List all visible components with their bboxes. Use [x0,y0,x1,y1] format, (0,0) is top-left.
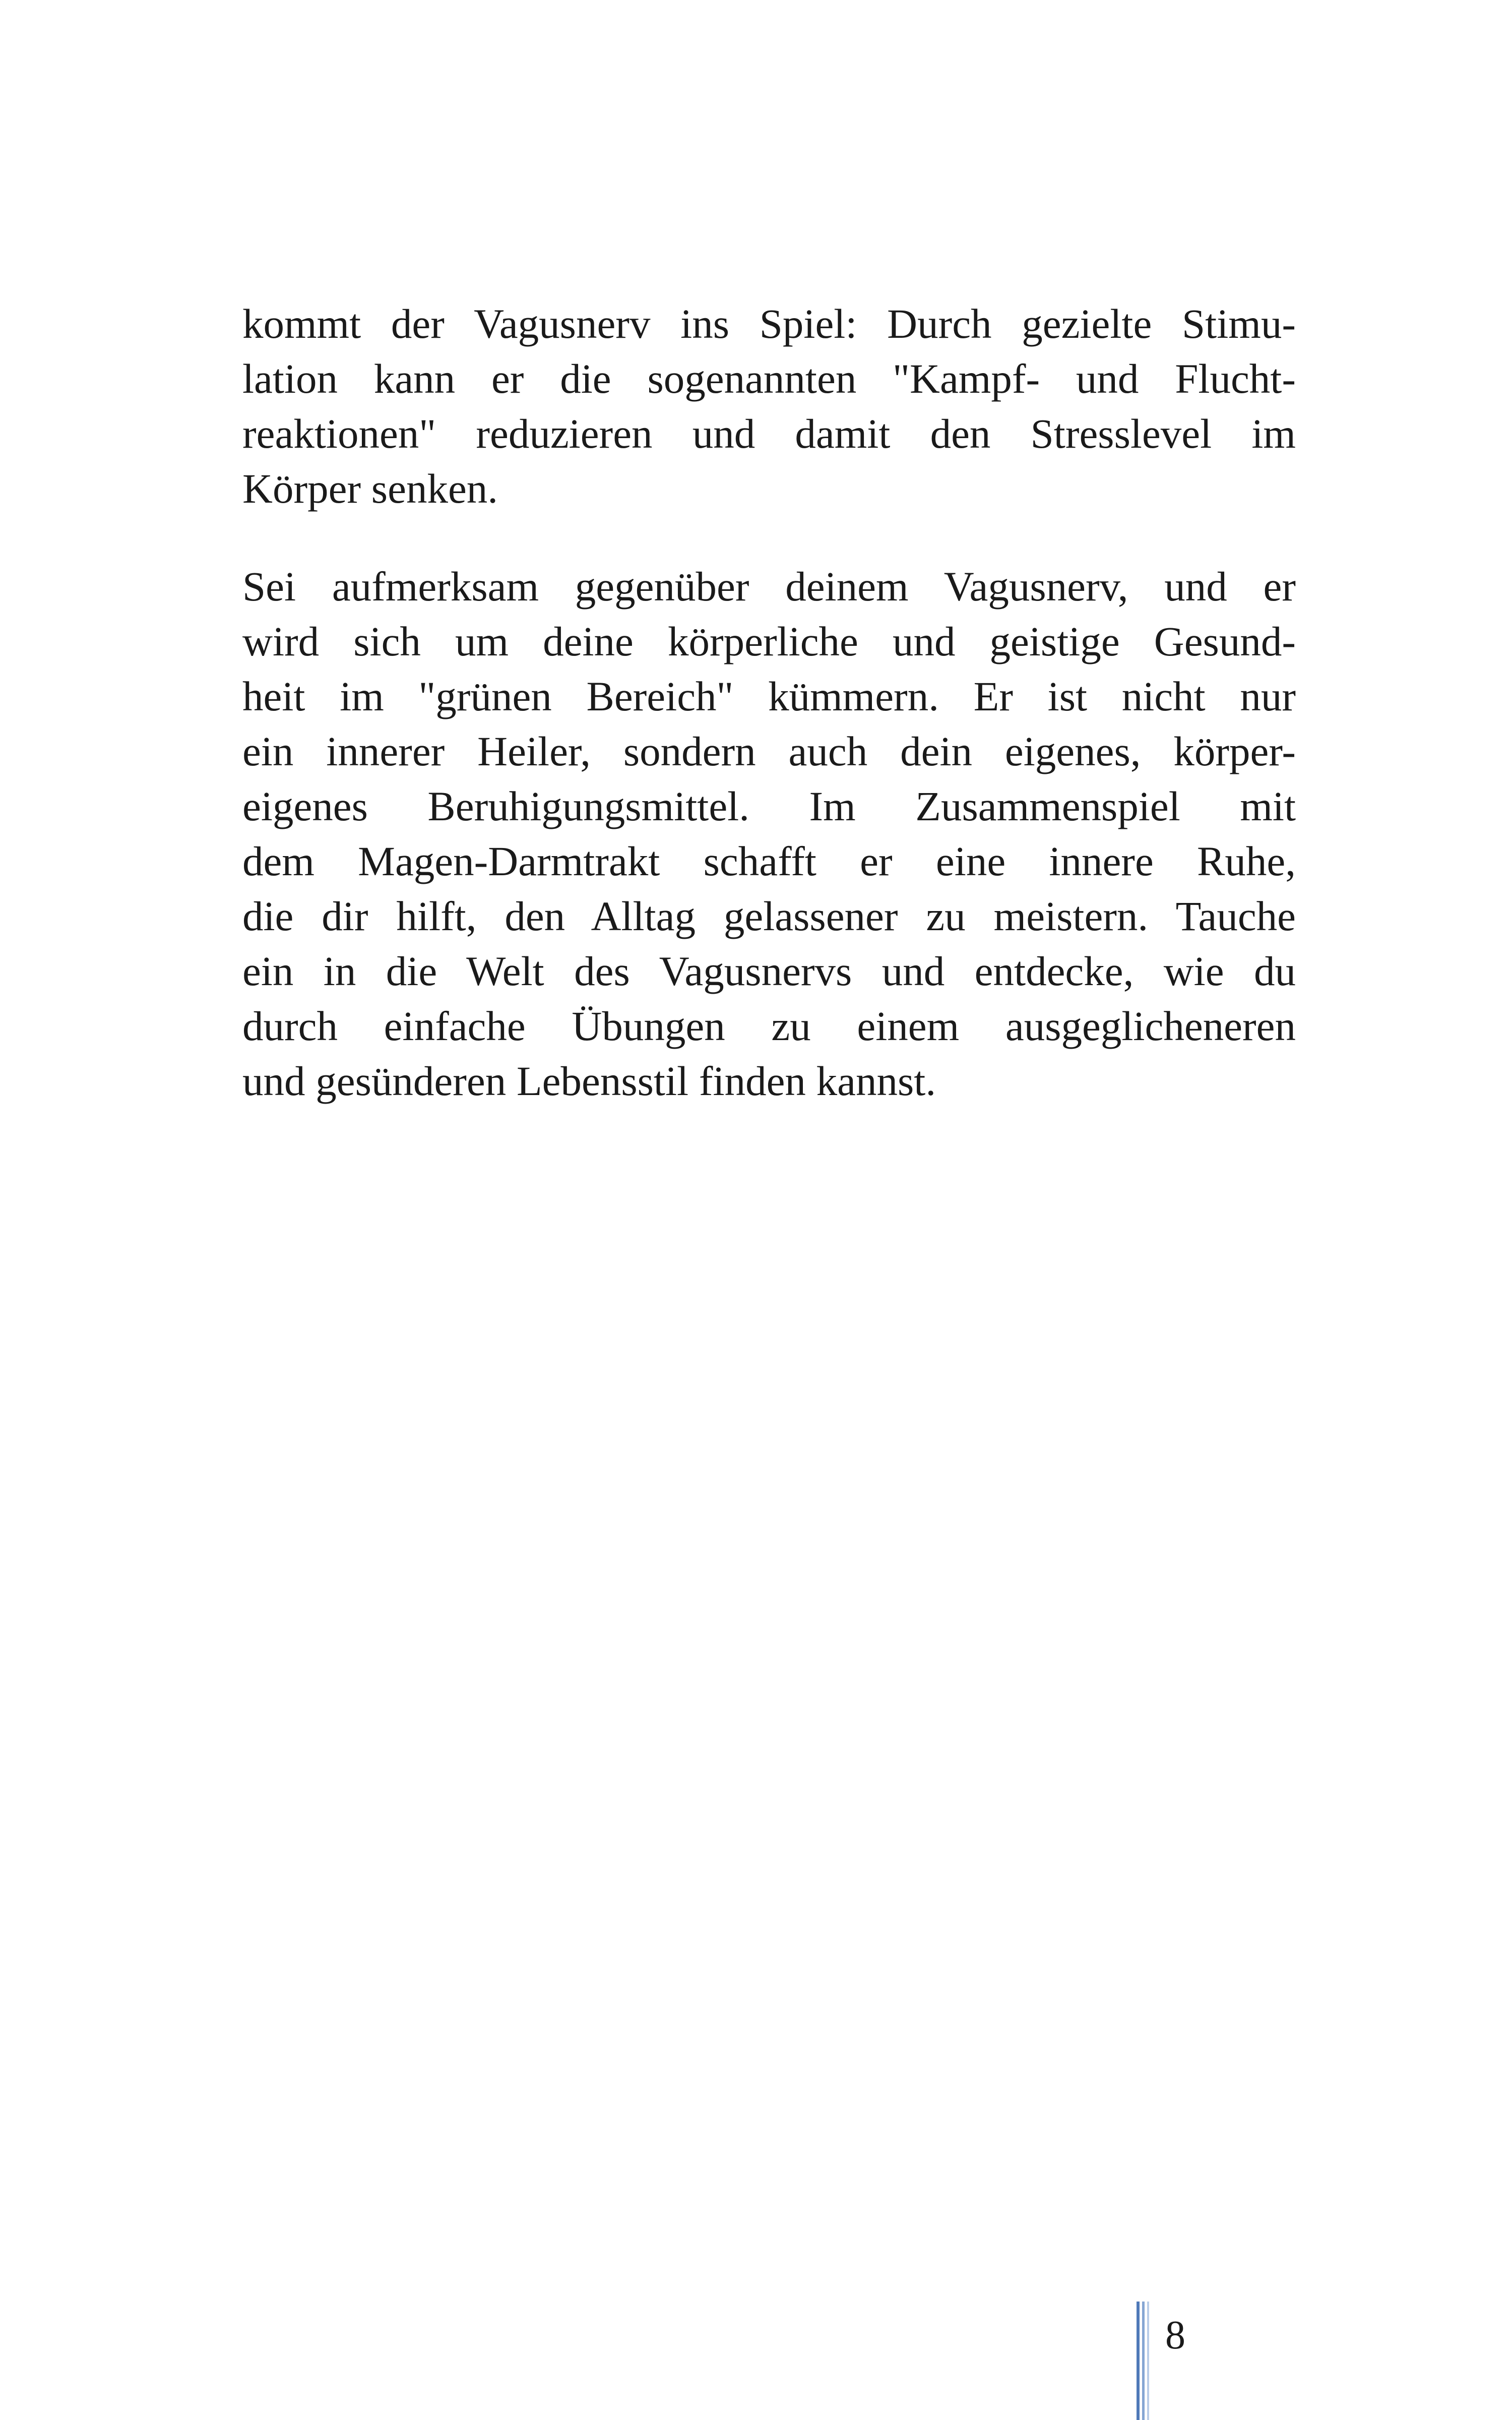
text-line: ein in die Welt des Vagusnervs und entdecke, wie du [242,948,1296,994]
paragraph-gap [242,516,1296,559]
text-line: durch einfache Übungen zu einem ausgeglicheneren [242,1003,1296,1049]
marker-bar [1142,2302,1145,2420]
text-line: dem Magen-Darmtrakt schafft er eine innere Ruhe, [242,838,1296,884]
paragraph-2 [242,559,1296,1109]
text-line: und gesünderen Lebensstil finden kannst. [242,1058,936,1104]
text-line: wird sich um deine körperliche und geistige Gesund- [242,618,1296,664]
text-line: reaktionen" reduzieren und damit den Stresslevel im [242,410,1296,457]
text-line: heit im "grünen Bereich" kümmern. Er ist nicht nur [242,673,1296,719]
page-number: 8 [1165,2313,1185,2357]
text-line: lation kann er die sogenannten "Kampf- und Flucht- [242,355,1296,402]
body-text [242,296,1296,1109]
text-line: eigenes Beruhigungsmittel. Im Zusammenspiel mit [242,783,1296,829]
text-line: die dir hilft, den Alltag gelassener zu meistern. Tauche [242,893,1296,939]
text-line: kommt der Vagusnerv ins Spiel: Durch gezielte Stimu- [242,300,1296,347]
text-line: Sei aufmerksam gegenüber deinem Vagusnerv, und er [242,563,1296,610]
marker-bar [1137,2302,1140,2420]
page-number-marker-bars [1137,2302,1152,2420]
paragraph-1 [242,296,1296,516]
marker-bar [1147,2302,1149,2420]
text-line: ein innerer Heiler, sondern auch dein eigenes, körper- [242,728,1296,774]
text-line: Körper senken. [242,465,498,512]
